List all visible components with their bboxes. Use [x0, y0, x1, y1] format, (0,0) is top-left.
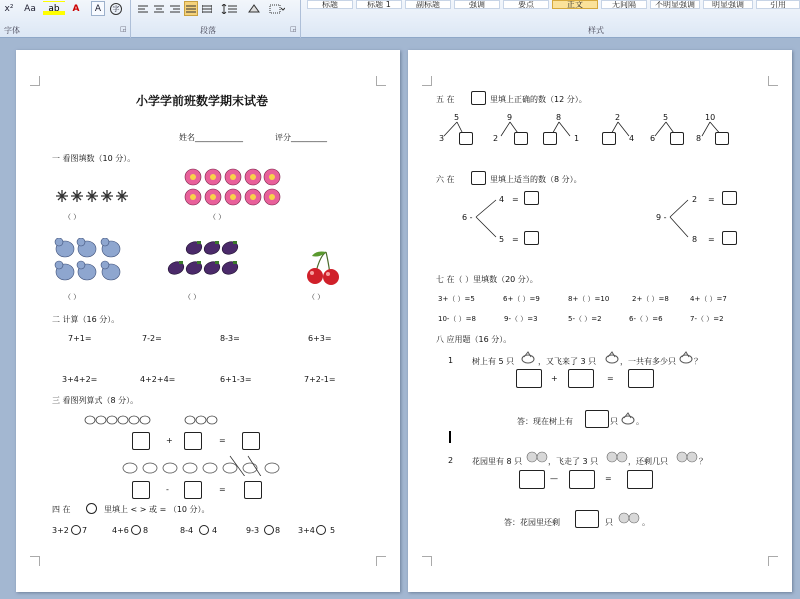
operator: =	[219, 485, 226, 494]
character-border-button[interactable]: A	[91, 1, 105, 16]
operator: +	[166, 436, 173, 445]
answer-text: 答：现在树上有	[517, 417, 573, 426]
font-dialog-launcher-icon[interactable]: ◲	[120, 25, 127, 33]
mice-image	[54, 238, 124, 288]
crop-mark	[422, 556, 432, 566]
tree-left: 2	[493, 134, 499, 143]
answer-blank: （ ）	[184, 293, 201, 301]
group-separator	[300, 0, 301, 38]
change-case-button[interactable]: Aa	[24, 3, 36, 14]
style-tile[interactable]: 标题 1	[356, 0, 402, 9]
style-tile[interactable]: 无间隔	[601, 0, 647, 9]
answer-text: 只	[605, 518, 613, 527]
butterfly-icon	[606, 450, 628, 469]
fill-item: 4+（ ）=7	[690, 295, 727, 303]
fill-item: 6-（ ）=6	[629, 315, 663, 323]
ribbon	[0, 0, 800, 38]
justify-icon[interactable]	[184, 1, 198, 16]
fill-item: 2+（ ）=8	[632, 295, 669, 303]
answer-box[interactable]	[722, 231, 737, 245]
shading-icon[interactable]	[244, 1, 264, 16]
compare-circle[interactable]	[131, 525, 141, 535]
font-group-label: 字体	[4, 26, 20, 35]
style-tile[interactable]: 引用	[756, 0, 800, 9]
calc-item: 7+1=	[68, 334, 92, 343]
tree-top: 9	[507, 113, 513, 122]
tree-top: 8	[556, 113, 562, 122]
align-left-icon[interactable]	[136, 1, 150, 16]
style-tile[interactable]: 要点	[503, 0, 549, 9]
section-heading: 一 看图填数（10 分）。	[52, 154, 136, 163]
problem-text: ？	[699, 457, 707, 466]
style-tile[interactable]: 标题	[307, 0, 353, 9]
operator: -	[166, 485, 169, 494]
fill-item: 5-（ ）=2	[568, 315, 602, 323]
style-tile[interactable]: 不明显强调	[650, 0, 700, 9]
compare-right: 7	[82, 526, 88, 535]
tree-left: 3	[439, 134, 445, 143]
answer-text: 。	[636, 417, 644, 426]
compare-right: 8	[143, 526, 149, 535]
problem-text: 花园里有 8 只	[472, 457, 523, 466]
split-root: 6 -	[462, 213, 473, 222]
group-separator	[130, 0, 131, 38]
answer-box[interactable]	[132, 432, 150, 450]
styles-group-label: 样式	[588, 26, 604, 35]
problem-text: ，飞走了 3 只	[548, 457, 599, 466]
style-tile[interactable]: 明显强调	[703, 0, 753, 9]
answer-text: 只	[610, 417, 618, 426]
crop-mark	[376, 76, 386, 86]
problem-text: ，又飞来了 3 只	[538, 357, 597, 366]
calc-item: 6+1-3=	[220, 375, 252, 384]
problem-text: ，一共有多少只	[620, 357, 676, 366]
style-tile[interactable]: 副标题	[405, 0, 451, 9]
problem-number: 2	[448, 456, 454, 465]
rabbits-image	[120, 454, 290, 480]
section-heading: 五 在	[436, 95, 455, 104]
operator: +	[551, 374, 558, 383]
answer-box[interactable]	[569, 470, 595, 489]
section-heading: 二 计算（16 分）。	[52, 315, 120, 324]
tree-left: 6	[650, 134, 656, 143]
fill-item: 8+（ ）=10	[568, 295, 610, 303]
answer-box[interactable]	[242, 432, 260, 450]
split-root: 9 -	[656, 213, 667, 222]
flower-stars-image	[54, 188, 132, 208]
line-spacing-icon[interactable]	[218, 1, 240, 16]
name-field: 姓名____________	[179, 133, 243, 142]
split-upper: 4	[499, 195, 505, 204]
compare-right: 5	[330, 526, 336, 535]
tree-top: 10	[705, 113, 716, 122]
answer-box[interactable]	[627, 470, 653, 489]
enclose-characters-button[interactable]: 字	[108, 1, 124, 16]
operator: =	[708, 235, 715, 244]
compare-left: 3+4	[298, 526, 315, 535]
operator: =	[512, 195, 519, 204]
problem-number: 1	[448, 356, 454, 365]
answer-box[interactable]	[722, 191, 737, 205]
fill-item: 6+（ ）=9	[503, 295, 540, 303]
answer-box[interactable]	[524, 191, 539, 205]
page-title: 小学学前班数学期末试卷	[136, 94, 269, 108]
calc-item: 7-2=	[142, 334, 162, 343]
compare-right: 4	[212, 526, 218, 535]
section-heading: 八 应用题（16 分）。	[436, 335, 512, 344]
align-center-icon[interactable]	[152, 1, 166, 16]
compare-circle[interactable]	[316, 525, 326, 535]
calc-item: 8-3=	[220, 334, 240, 343]
compare-left: 9-3	[246, 526, 260, 535]
font-color-button[interactable]: A	[72, 3, 80, 14]
style-tile-active[interactable]: 正文	[552, 0, 598, 9]
answer-box[interactable]	[568, 369, 594, 388]
operator: =	[512, 235, 519, 244]
crop-mark	[768, 556, 778, 566]
tree-top: 5	[454, 113, 460, 122]
crop-mark	[376, 556, 386, 566]
crop-mark	[30, 76, 40, 86]
answer-box[interactable]	[519, 470, 545, 489]
compare-circle[interactable]	[71, 525, 81, 535]
bird-icon	[520, 350, 536, 369]
paragraph-dialog-launcher-icon[interactable]: ◲	[290, 25, 297, 33]
answer-box[interactable]	[184, 481, 202, 499]
calc-item: 4+2+4=	[140, 375, 176, 384]
eggplants-image	[166, 238, 244, 282]
answer-box[interactable]	[524, 231, 539, 245]
fill-item: 9-（ ）=3	[504, 315, 538, 323]
bird-icon	[620, 411, 636, 430]
birds-group-a-image	[84, 411, 152, 430]
operator: =	[219, 436, 226, 445]
tree-top: 5	[663, 113, 669, 122]
section-heading-cont: 里填上 < > 或 = （10 分）。	[104, 505, 210, 514]
problem-text: ？	[694, 357, 702, 366]
section-heading-cont: 里填上正确的数（12 分）。	[490, 95, 587, 104]
answer-box[interactable]	[132, 481, 150, 499]
align-right-icon[interactable]	[168, 1, 182, 16]
answer-blank: （ ）	[64, 213, 81, 221]
answer-blank: （ ）	[64, 293, 81, 301]
split-lower: 8	[692, 235, 698, 244]
section-heading: 三 看图列算式（8 分）。	[52, 396, 139, 405]
split-lower: 5	[499, 235, 505, 244]
compare-left: 8-4	[180, 526, 194, 535]
answer-box[interactable]	[184, 432, 202, 450]
cherries-image	[300, 248, 344, 290]
butterfly-icon	[618, 511, 640, 530]
operator: =	[708, 195, 715, 204]
fill-item: 10-（ ）=8	[438, 315, 476, 323]
distribute-icon[interactable]	[200, 1, 214, 16]
compare-right: 8	[275, 526, 281, 535]
operator: =	[605, 474, 612, 483]
operator: =	[607, 374, 614, 383]
compare-left: 3+2	[52, 526, 69, 535]
paragraph-group-label: 段落	[200, 26, 216, 35]
fill-item: 7-（ ）=2	[690, 315, 724, 323]
section-heading: 七 在（ ）里填数（20 分）。	[436, 275, 538, 284]
style-tile[interactable]: 强调	[454, 0, 500, 9]
answer-box[interactable]	[244, 481, 262, 499]
operator: —	[550, 474, 558, 483]
split-upper: 2	[692, 195, 698, 204]
crop-mark	[30, 556, 40, 566]
section-heading: 四 在	[52, 505, 71, 514]
pink-flowers-image	[184, 167, 282, 211]
answer-text: 答：花园里还剩	[504, 518, 560, 527]
text-cursor	[449, 431, 451, 443]
calc-item: 6+3=	[308, 334, 332, 343]
calc-item: 7+2-1=	[304, 375, 336, 384]
answer-box[interactable]	[585, 410, 609, 428]
birds-group-b-image	[184, 411, 218, 430]
compare-circle[interactable]	[264, 525, 274, 535]
section-heading-cont: 里填上适当的数（8 分）。	[490, 175, 582, 184]
answer-box[interactable]	[575, 510, 599, 528]
answer-blank: （ ）	[209, 213, 226, 221]
tree-right: 1	[574, 134, 580, 143]
bird-icon	[604, 350, 620, 369]
score-field: 评分_________	[275, 133, 327, 142]
answer-box[interactable]	[628, 369, 654, 388]
butterfly-icon	[526, 450, 548, 469]
answer-text: 。	[642, 518, 650, 527]
problem-text: ，还剩几只	[628, 457, 668, 466]
superscript-button[interactable]: x²	[4, 3, 14, 14]
calc-item: 3+4+2=	[62, 375, 98, 384]
tree-left: 8	[696, 134, 702, 143]
tree-right: 4	[629, 134, 635, 143]
document-page-right[interactable]	[408, 50, 792, 592]
compare-circle	[86, 503, 97, 514]
butterfly-icon	[676, 450, 698, 469]
answer-blank: （ ）	[308, 293, 325, 301]
section-heading: 六 在	[436, 175, 455, 184]
problem-text: 树上有 5 只	[472, 357, 515, 366]
highlight-button[interactable]: ab	[43, 1, 65, 16]
borders-icon[interactable]	[266, 1, 288, 16]
document-page-left[interactable]	[16, 50, 400, 592]
compare-circle[interactable]	[199, 525, 209, 535]
tree-top: 2	[615, 113, 621, 122]
bird-icon	[678, 350, 694, 369]
answer-box[interactable]	[516, 369, 542, 388]
fill-item: 3+（ ）=5	[438, 295, 475, 303]
compare-left: 4+6	[112, 526, 129, 535]
